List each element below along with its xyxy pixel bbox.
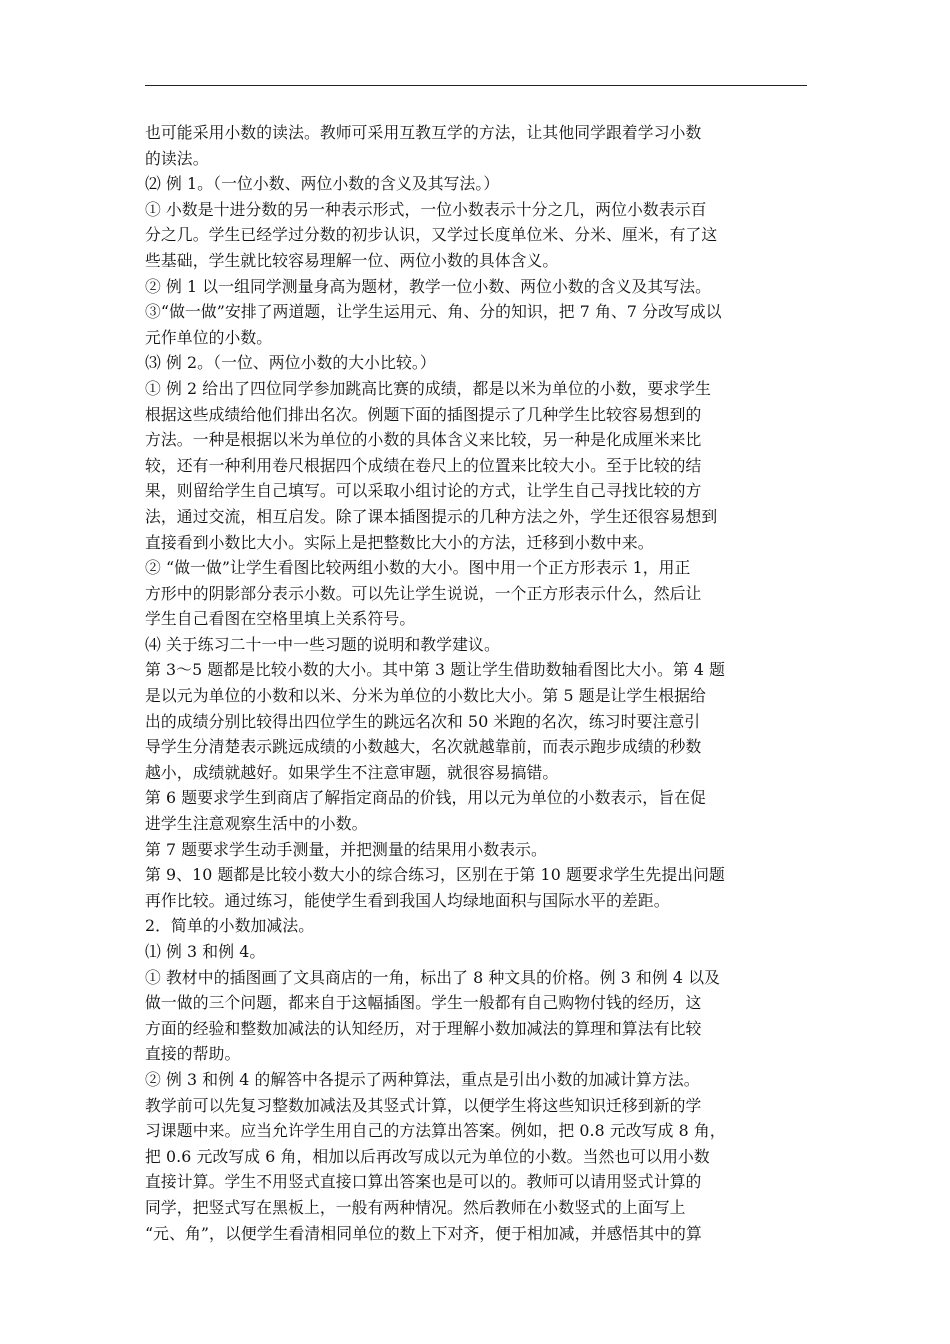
text-line: 第 7 题要求学生动手测量，并把测量的结果用小数表示。 <box>145 839 547 859</box>
text-line: 根据这些成绩给他们排出名次。例题下面的插图提示了几种学生比较容易想到的 <box>145 404 702 424</box>
text-line: 第 3～5 题都是比较小数的大小。其中第 3 题让学生借助数轴看图比大小。第 4 题 <box>145 660 726 680</box>
text-line: 教学前可以先复习整数加减法及其竖式计算，以便学生将这些知识迁移到新的学 <box>145 1095 702 1115</box>
text-line: 学生自己看图在空格里填上关系符号。 <box>145 609 416 629</box>
text-line: 的读法。 <box>145 148 209 168</box>
text-line: 进学生注意观察生活中的小数。 <box>145 814 368 834</box>
text-line: ① 例 2 给出了四位同学参加跳高比赛的成绩，都是以米为单位的小数，要求学生 <box>145 378 712 398</box>
text-line: ⑷ 关于练习二十一中一些习题的说明和教学建议。 <box>145 634 500 654</box>
text-line: 做一做的三个问题，都来自于这幅插图。学生一般都有自己购物付钱的经历，这 <box>145 993 702 1013</box>
text-line: 方面的经验和整数加减法的认知经历，对于理解小数加减法的算理和算法有比较 <box>145 1018 702 1038</box>
text-line: ③“做一做”安排了两道题，让学生运用元、角、分的知识，把 7 角、7 分改写成以 <box>145 302 722 322</box>
text-line: ② “做一做”让学生看图比较两组小数的大小。图中用一个正方形表示 1，用正 <box>145 558 691 578</box>
text-line: ⑵ 例 1。（一位小数、两位小数的含义及其写法。） <box>145 174 500 194</box>
text-line: 再作比较。通过练习，能使学生看到我国人均绿地面积与国际水平的差距。 <box>145 890 670 910</box>
text-line: ⑶ 例 2。（一位、两位小数的大小比较。） <box>145 353 436 373</box>
text-line: 方法。一种是根据以米为单位的小数的具体含义来比较，另一种是化成厘米来比 <box>145 430 702 450</box>
text-line: 第 6 题要求学生到商店了解指定商品的价钱，用以元为单位的小数表示，旨在促 <box>145 788 706 808</box>
text-line: 些基础，学生就比较容易理解一位、两位小数的具体含义。 <box>145 250 559 270</box>
text-line: 法，通过交流，相互启发。除了课本插图提示的几种方法之外，学生还很容易想到 <box>145 506 718 526</box>
text-line: 把 0.6 元改写成 6 角，相加以后再改写成以元为单位的小数。当然也可以用小数 <box>145 1146 710 1166</box>
text-line: “元、角”，以便学生看清相同单位的数上下对齐，便于相加减，并感悟其中的算 <box>145 1223 702 1243</box>
text-line: 第 9、10 题都是比较小数大小的综合练习，区别在于第 10 题要求学生先提出问题 <box>145 865 725 885</box>
text-line: 直接计算。学生不用竖式直接口算出答案也是可以的。教师可以请用竖式计算的 <box>145 1172 702 1192</box>
text-line: 元作单位的小数。 <box>145 327 273 347</box>
text-line: ② 例 3 和例 4 的解答中各提示了两种算法，重点是引出小数的加减计算方法。 <box>145 1069 700 1089</box>
document-body <box>145 120 807 1246</box>
text-line: ① 教材中的插图画了文具商店的一角，标出了 8 种文具的价格。例 3 和例 4 以及 <box>145 967 721 987</box>
text-line: 直接的帮助。 <box>145 1044 241 1064</box>
text-line: 2．简单的小数加减法。 <box>145 916 315 936</box>
text-line: 分之几。学生已经学过分数的初步认识，又学过长度单位米、分米、厘米，有了这 <box>145 225 718 245</box>
text-line: ① 小数是十进分数的另一种表示形式，一位小数表示十分之几，两位小数表示百 <box>145 199 707 219</box>
text-line: 也可能采用小数的读法。教师可采用互教互学的方法，让其他同学跟着学习小数 <box>145 123 702 142</box>
text-line: 较，还有一种利用卷尺根据四个成绩在卷尺上的位置来比较大小。至于比较的结 <box>145 455 702 475</box>
text-line: ② 例 1 以一组同学测量身高为题材，教学一位小数、两位小数的含义及其写法。 <box>145 276 712 296</box>
text-line: 习课题中来。应当允许学生用自己的方法算出答案。例如，把 0.8 元改写成 8 角， <box>145 1121 726 1141</box>
text-line: 方形中的阴影部分表示小数。可以先让学生说说，一个正方形表示什么，然后让 <box>145 583 702 603</box>
text-line: 导学生分清楚表示跳远成绩的小数越大，名次就越靠前，而表示跑步成绩的秒数 <box>145 737 702 757</box>
text-line: 出的成绩分别比较得出四位学生的跳远名次和 50 米跑的名次，练习时要注意引 <box>145 711 701 731</box>
text-line: 越小，成绩就越好。如果学生不注意审题，就很容易搞错。 <box>145 762 559 782</box>
text-line: 是以元为单位的小数和以米、分米为单位的小数比大小。第 5 题是让学生根据给 <box>145 686 706 706</box>
text-line: 同学，把竖式写在黑板上，一般有两种情况。然后教师在小数竖式的上面写上 <box>145 1197 686 1217</box>
text-line: 果，则留给学生自己填写。可以采取小组讨论的方式，让学生自己寻找比较的方 <box>145 481 702 501</box>
text-line: 直接看到小数比大小。实际上是把整数比大小的方法，迁移到小数中来。 <box>145 532 654 552</box>
text-line: ⑴ 例 3 和例 4。 <box>145 942 266 961</box>
header-rule <box>145 85 807 86</box>
